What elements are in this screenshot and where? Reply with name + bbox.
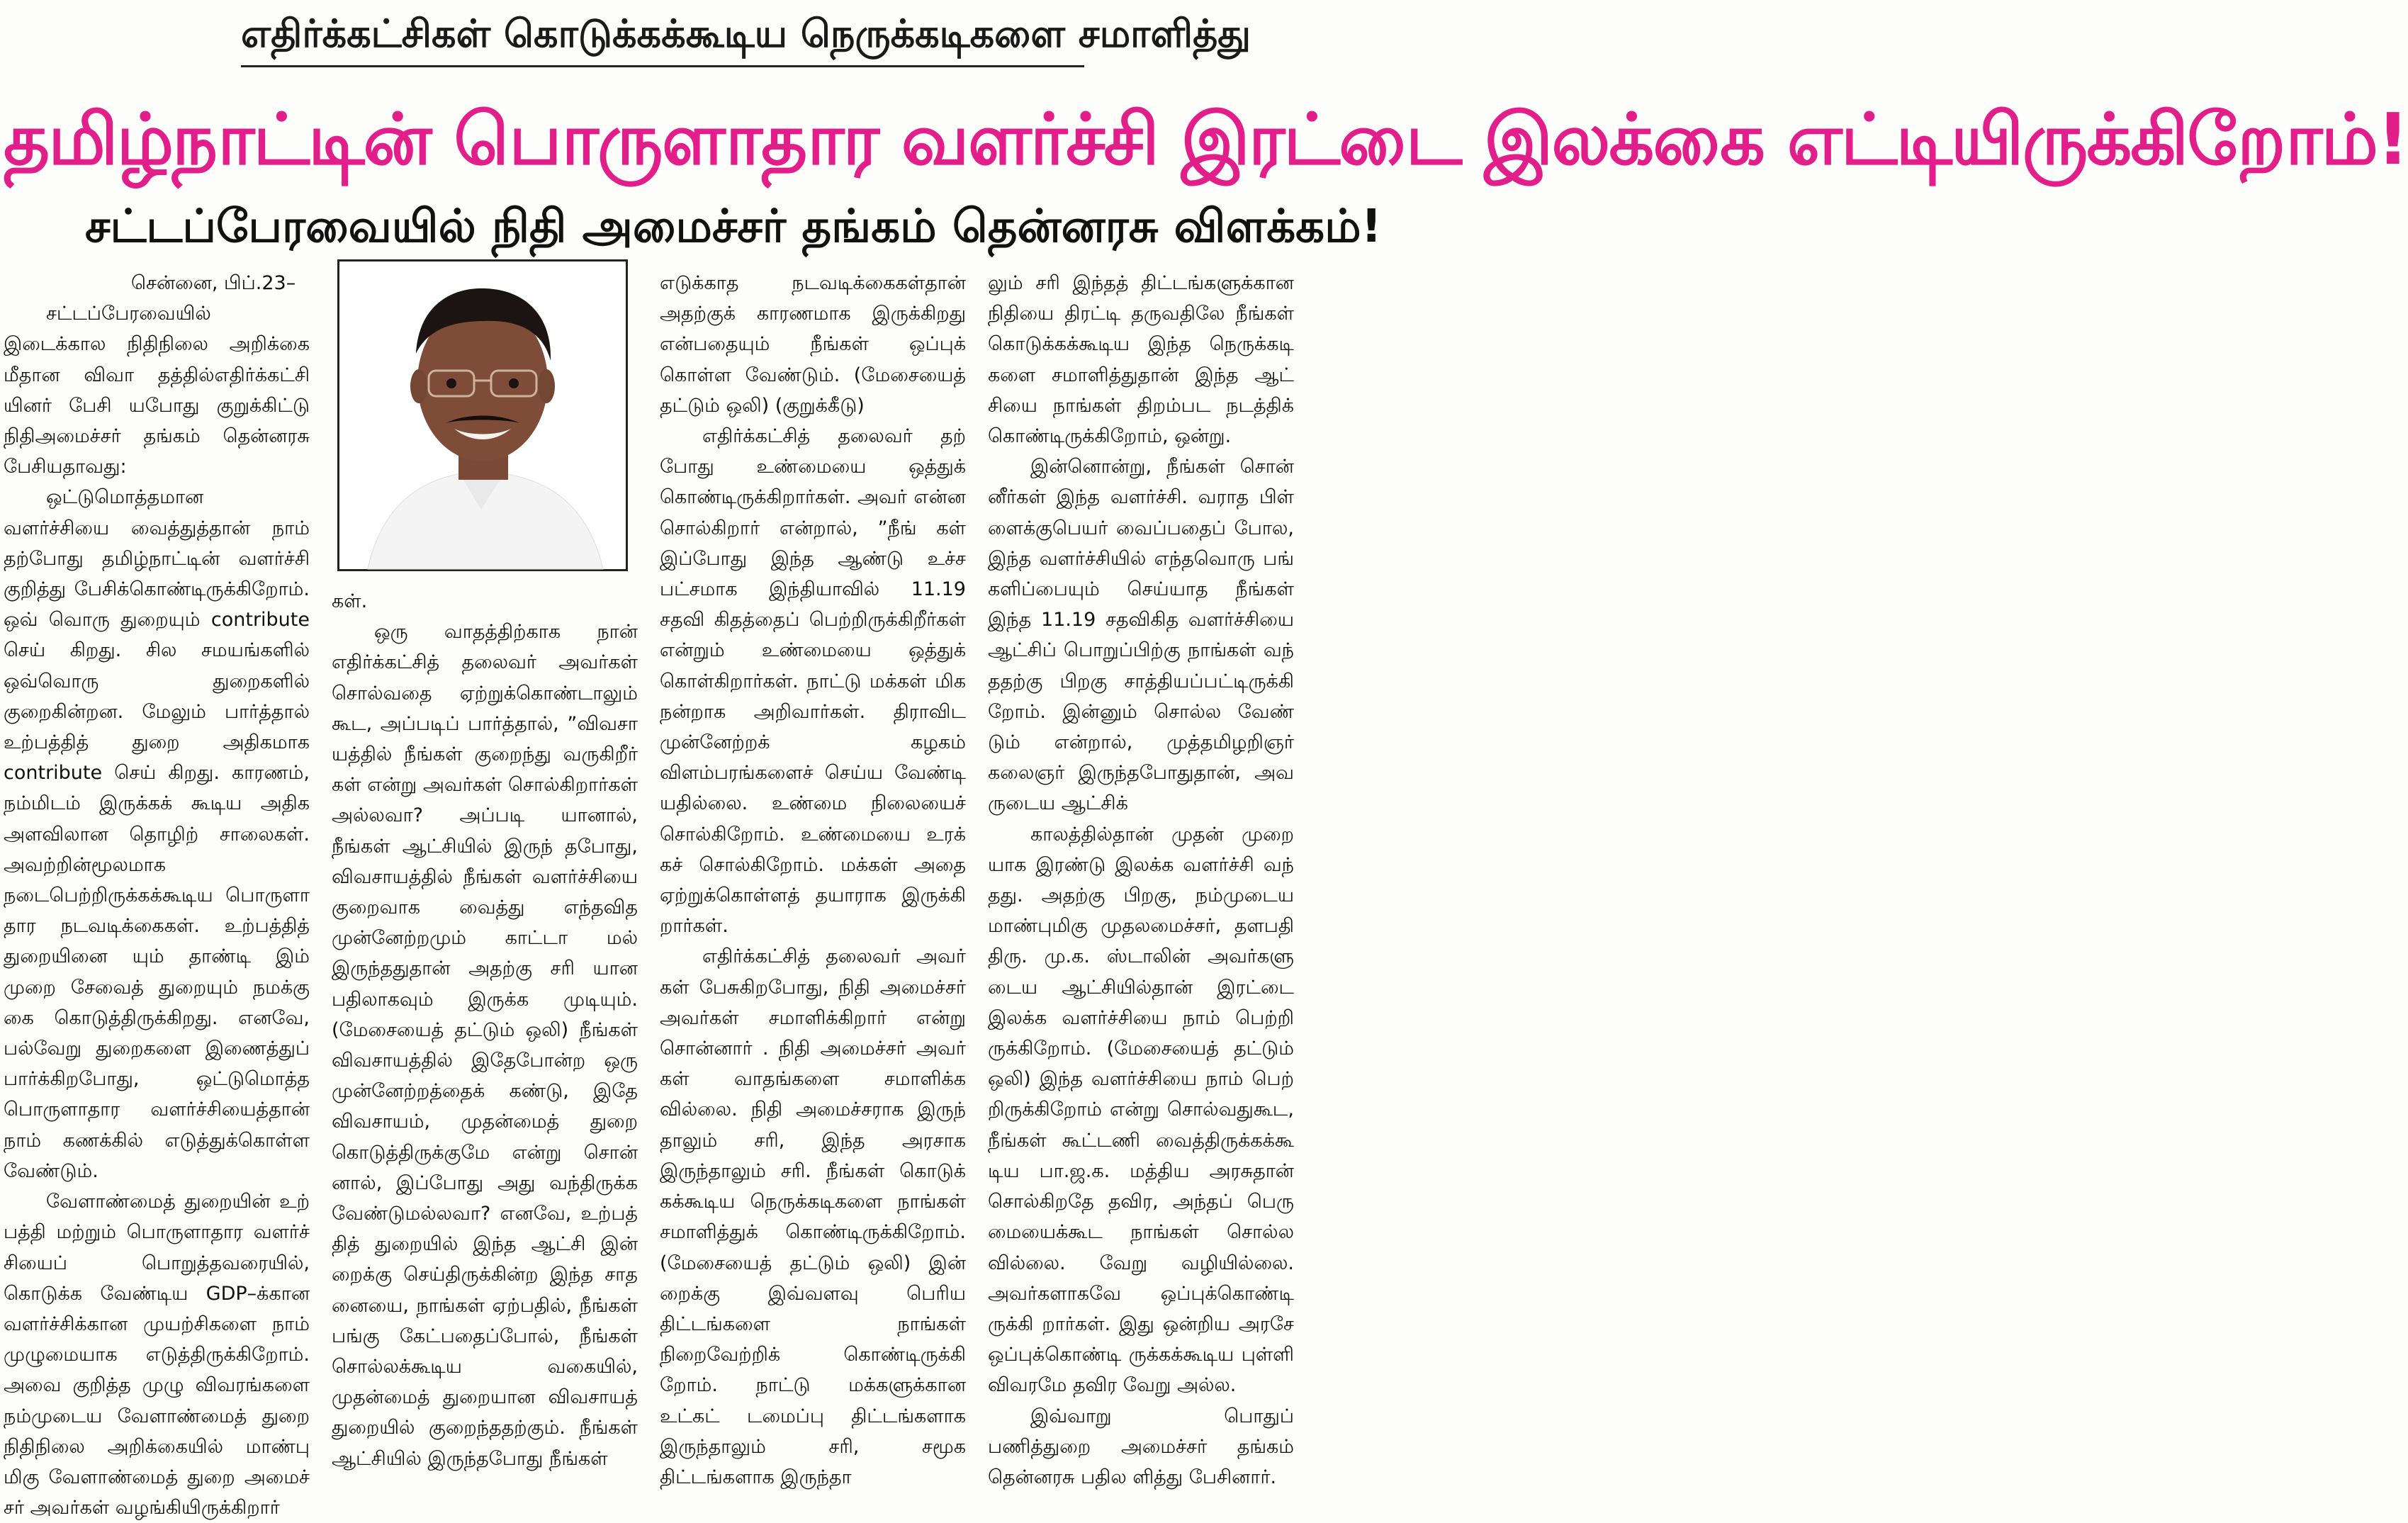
paragraph: கள். — [332, 590, 368, 612]
article-column-1 — [4, 268, 310, 1523]
paragraph: இன்னொன்று, நீங்கள் சொன் னீர்கள் இந்த வளர்ச்சி. வராத பிள் ளைக்குபெயர் வைப்பதைப் போல, இந்த வளர்ச்சியில் எந்தவொரு பங் களிப்பையும் செய்யாத நீங்கள் இந்த 11.19 சதவிகித வளர்ச்சியை ஆட்சிப் பொறுப்பிற்கு நாங்கள் வந் ததற்கு பிறகு சாத்தியப்பட்டிருக்கி றோம். இன்னும் சொல்ல வேண் டும் என்றால், முத்தமிழறிஞர் கலைஞர் இருந்தபோதுதான், அவ ருடைய ஆட்சிக் — [988, 456, 1294, 815]
paragraph: எதிர்க்கட்சித் தலைவர் தற் போது உண்மையை ஒத்துக் கொண்டிருக்கிறார்கள். அவர் என்ன சொல்கிறார் என்றால், ”நீங் கள் இப்போது இந்த ஆண்டு உச்ச பட்சமாக இந்தியாவில் 11.19 சதவி கிதத்தைப் பெற்றிருக்கிறீர்கள் என்றும் உண்மையை ஒத்துக் கொள்கிறார்கள். நாட்டு மக்கள் மிக நன்றாக அறிவார்கள். திராவிட முன்னேற்றக் கழகம் விளம்பரங்களைச் செய்ய வேண்டி யதில்லை. உண்மை நிலையைச் சொல்கிறோம். உண்மையை உரக் கச் சொல்கிறோம். மக்கள் அதை ஏற்றுக்கொள்ளத் தயாராக இருக்கி றார்கள். — [660, 425, 966, 938]
paragraph: காலத்தில்தான் முதன் முறை யாக இரண்டு இலக்க வளர்ச்சி வந் தது. அதற்கு பிறகு, நம்முடைய மாண்புமிகு முதலமைச்சர், தளபதி திரு. மு.க. ஸ்டாலின் அவர்களு டைய ஆட்சியில்தான் இரட்டை இலக்க வளர்ச்சியை நாம் பெற்றி ருக்கிறோம். (மேசையைத் தட்டும் ஒலி) இந்த வளர்ச்சியை நாம் பெற் றிருக்கிறோம் என்று சொல்வதுகூட, நீங்கள் கூட்டணி வைத்திருக்கக்கூ டிய பா.ஜ.க. மத்திய அரசுதான் சொல்கிறதே தவிர, அந்தப் பெரு மையைக்கூட நாங்கள் சொல்ல வில்லை. வேறு வழியில்லை. அவர்களாகவே ஒப்புக்கொண்டி ருக்கி றார்கள். இது ஒன்றிய அரசே ஒப்புக்கொண்டி ருக்கக்கூடிய புள்ளி விவரமே தவிர வேறு அல்ல. — [988, 823, 1294, 1397]
paragraph: லும் சரி இந்தத் திட்டங்களுக்கான நிதியை திரட்டி தருவதிலே நீங்கள் கொடுக்கக்கூடிய இந்த நெருக்கடி களை சமாளித்துதான் இந்த ஆட் சியை நாங்கள் திறம்பட நடத்திக் கொண்டிருக்கிறோம், ஒன்று. — [988, 272, 1294, 448]
kicker-headline: எதிர்க்கட்சிகள் கொடுக்கக்கூடிய நெருக்கடிகளை சமாளித்து — [241, 11, 1251, 56]
article-column-3 — [660, 268, 966, 1493]
paragraph: எடுக்காத நடவடிக்கைகள்தான் அதற்குக் காரணமாக இருக்கிறது என்பதையும் நீங்கள் ஒப்புக் கொள்ள வேண்டும். (மேசையைத் தட்டும் ஒலி) (குறுக்கீடு) — [660, 272, 966, 417]
paragraph: இவ்வாறு பொதுப் பணித்துறை அமைச்சர் தங்கம் தென்னரசு பதில ளித்து பேசினார். — [988, 1405, 1294, 1488]
paragraph: சட்டப்பேரவையில் இடைக்கால நிதிநிலை அறிக்கை மீதான விவா தத்தில்எதிர்க்கட்சி யினர் பேசி யபோது குறுக்கிட்டு நிதிஅமைச்சர் தங்கம் தென்னரசு பேசியதாவது: — [4, 303, 310, 478]
minister-photo — [337, 259, 628, 571]
portrait-image — [339, 262, 626, 569]
paragraph: எதிர்க்கட்சித் தலைவர் அவர் கள் பேசுகிறபோது, நிதி அமைச்சர் அவர்கள் சமாளிக்கிறார் என்று சொன்னார் . நிதி அமைச்சர் அவர் கள் வாதங்களை சமாளிக்க வில்லை. நிதி அமைச்சராக இருந் தாலும் சரி, இந்த அரசாக இருந்தாலும் சரி. நீங்கள் கொடுக் கக்கூடிய நெருக்கடிகளை நாங்கள் சமாளித்துக் கொண்டிருக்கிறோம். (மேசையைத் தட்டும் ஒலி) இன் றைக்கு இவ்வளவு பெரிய திட்டங்களை நாங்கள் நிறைவேற்றிக் கொண்டிருக்கி றோம். நாட்டு மக்களுக்கான உட்கட் டமைப்பு திட்டங்களாக இருந்தாலும் சரி, சமூக திட்டங்களாக இருந்தா — [660, 945, 966, 1488]
sub-headline: சட்டப்பேரவையில் நிதி அமைச்சர் தங்கம் தென்னரசு விளக்கம்! — [85, 201, 1382, 253]
paragraph: ஒரு வாதத்திற்காக நான் எதிர்க்கட்சித் தலைவர் அவர்கள் சொல்வதை ஏற்றுக்கொண்டாலும் கூட, அப்படிப் பார்த்தால், ”விவசா யத்தில் நீங்கள் குறைந்து வருகிறீர் கள் என்று அவர்கள் சொல்கிறார்கள் அல்லவா? அப்படி யானால், நீங்கள் ஆட்சியில் இருந் தபோது, விவசாயத்தில் நீங்கள் வளர்ச்சியை குறைவாக வைத்து எந்தவித முன்னேற்றமும் காட்டா மல் இருந்ததுதான் அதற்கு சரி யான பதிலாகவும் இருக்க முடியும். (மேசையைத் தட்டும் ஒலி) நீங்கள் விவசாயத்தில் இதேபோன்ற ஒரு முன்னேற்றத்தைக் கண்டு, இதே விவசாயம், முதன்மைத் துறை கொடுத்திருக்குமே என்று சொன் னால், இப்போது அது வந்திருக்க வேண்டுமல்லவா? எனவே, உற்பத் தித் துறையில் இந்த ஆட்சி இன் றைக்கு செய்திருக்கின்ற இந்த சாத னையை, நாங்கள் ஏற்பதில், நீங்கள் பங்கு கேட்பதைப்போல், நீங்கள் சொல்லக்கூடிய வகையில், முதன்மைத் துறையான விவசாயத் துறையில் குறைந்ததற்கும். நீங்கள் ஆட்சியில் இருந்தபோது நீங்கள் — [332, 621, 638, 1470]
paragraph: வேளாண்மைத் துறையின் உற் பத்தி மற்றும் பொருளாதார வளர்ச் சியைப் பொறுத்தவரையில், கொடுக்க வேண்டிய GDP–க்கான வளர்ச்சிக்கான முயற்சிகளை நாம் முழுமையாக எடுத்திருக்கிறோம். அவை குறித்த முழு விவரங்களை நம்முடைய வேளாண்மைத் துறை நிதிநிலை அறிக்கையில் மாண்பு மிகு வேளாண்மைத் துறை அமைச் சர் அவர்கள் வழங்கியிருக்கிறார் — [4, 1191, 310, 1519]
article-column-2 — [332, 586, 638, 1474]
dateline: சென்னை, பிப்.23– — [131, 272, 296, 294]
main-headline: தமிழ்நாட்டின் பொருளாதார வளர்ச்சி இரட்டை இலக்கை எட்டியிருக்கிறோம்! — [4, 98, 2408, 181]
article-column-4 — [988, 268, 1294, 1493]
paragraph: ஒட்டுமொத்தமான வளர்ச்சியை வைத்துத்தான் நாம் தற்போது தமிழ்நாட்டின் வளர்ச்சி குறித்து பேசிக்கொண்டிருக்கிறோம். ஒவ் வொரு துறையும் contribute செய் கிறது. சில சமயங்களில் ஒவ்வொரு துறைகளில் குறைகின்றன. மேலும் பார்த்தால் உற்பத்தித் துறை அதிகமாக contribute செய் கிறது. காரணம், நம்மிடம் இருக்கக் கூடிய அதிக அளவிலான தொழிற் சாலைகள். அவற்றின்மூலமாக நடைபெற்றிருக்கக்கூடிய பொருளா தார நடவடிக்கைகள். உற்பத்தித் துறையினை யும் தாண்டி இம் முறை சேவைத் துறையும் நமக்கு கை கொடுத்திருக்கிறது. எனவே, பல்வேறு துறைகளை இணைத்துப் பார்க்கிறபோது, ஒட்டுமொத்த பொருளாதார வளர்ச்சியைத்தான் நாம் கணக்கில் எடுத்துக்கொள்ள வேண்டும். — [4, 486, 310, 1182]
kicker-underline — [241, 65, 1084, 67]
